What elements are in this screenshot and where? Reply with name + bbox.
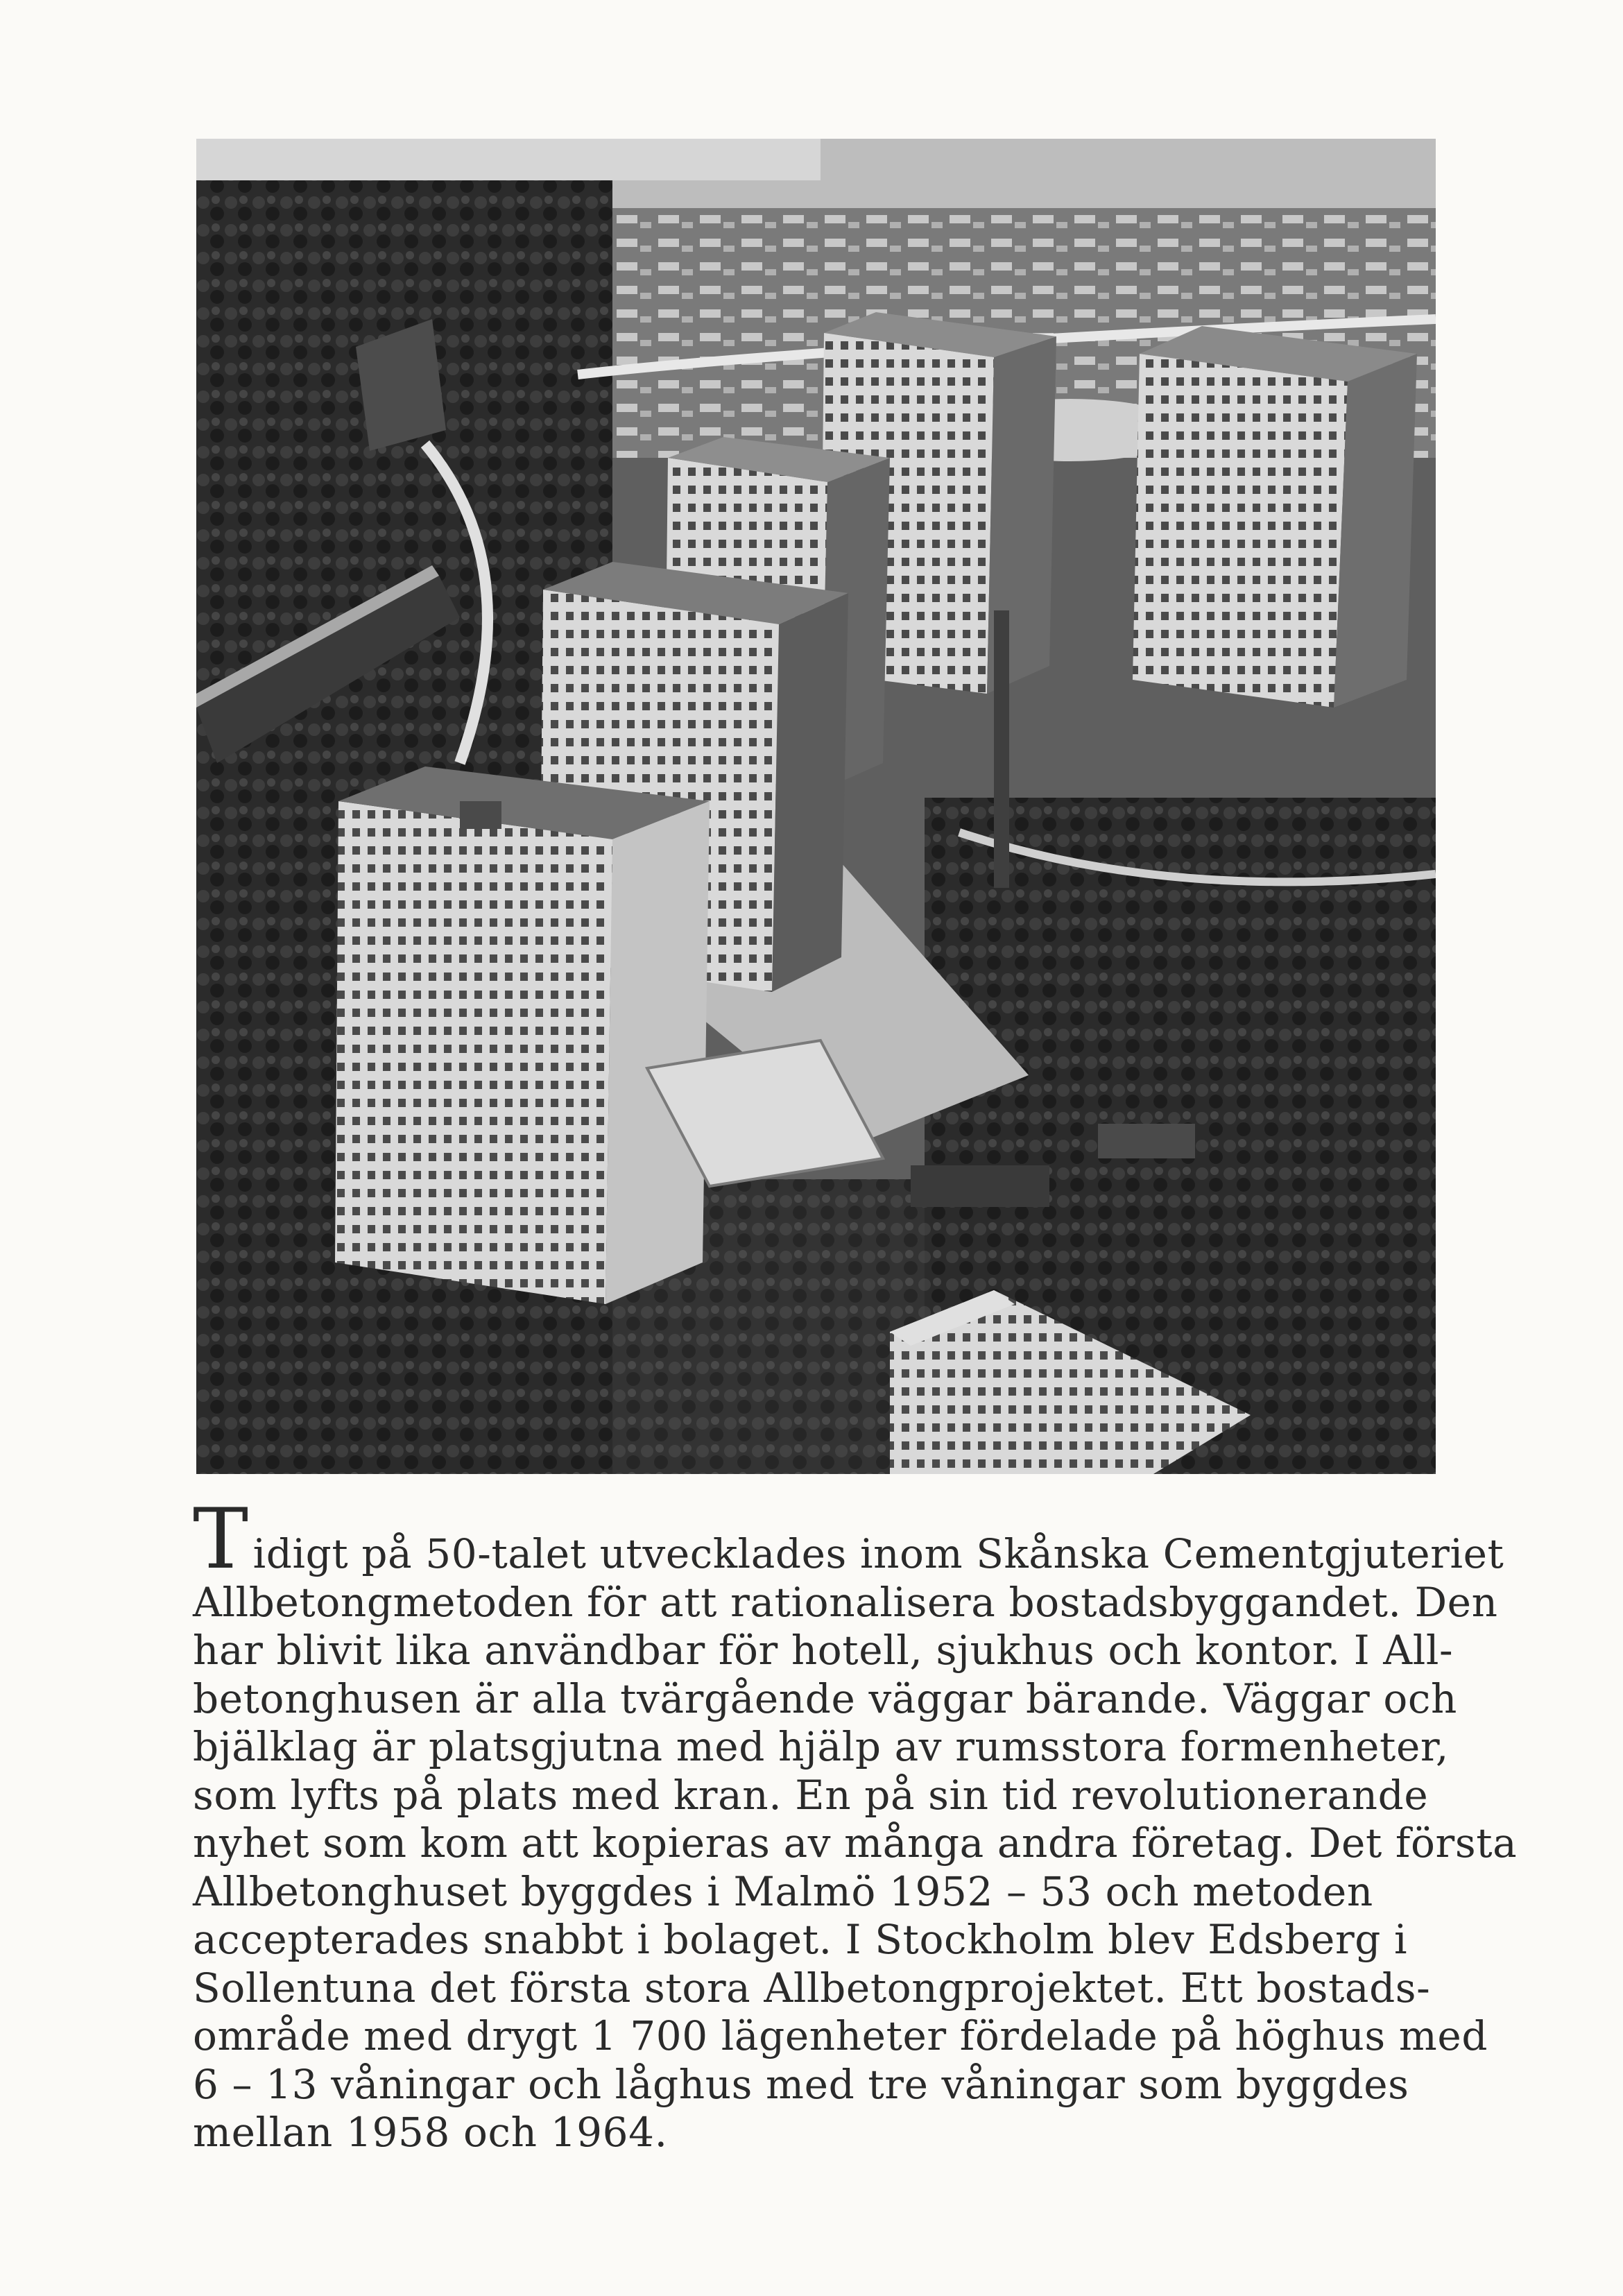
paragraph-line: Allbetongmetoden för att rationalisera bostadsbyggandet. Den [193,1578,1498,1626]
paragraph-line: bjälklag är platsgjutna med hjälp av rumsstora formenheter, [193,1723,1449,1770]
aerial-photo [196,139,1436,1474]
first-line-text: idigt på 50-talet utvecklades inom Skånska Cementgjuteriet [252,1530,1504,1577]
dropcap-letter: T [193,1491,249,1588]
aerial-photo-drawing [196,139,1436,1474]
paragraph-line: mellan 1958 och 1964. [193,2109,668,2156]
paragraph-line: 6 – 13 våningar och låghus med tre våningar som byggdes [193,2060,1409,2108]
paragraph-line: har blivit lika användbar för hotell, sjukhus och kontor. I All- [193,1627,1454,1674]
caption-paragraph [193,1491,1518,2157]
paragraph-line: som lyfts på plats med kran. En på sin tid revolutionerande [193,1771,1429,1819]
paragraph-line: Allbetonghuset byggdes i Malmö 1952 – 53 och metoden [193,1867,1373,1915]
paragraph-line: område med drygt 1 700 lägenheter fördelade på höghus med [193,2012,1488,2059]
paragraph-line: accepterades snabbt i bolaget. I Stockholm blev Edsberg i [193,1916,1408,1963]
paragraph-line: betonghusen är alla tvärgående väggar bärande. Väggar och [193,1674,1457,1722]
paragraph-line: nyhet som kom att kopieras av många andra företag. Det första [193,1819,1518,1867]
paragraph-line: Sollentuna det första stora Allbetongprojektet. Ett bostads- [193,1964,1431,2012]
paragraph-first-line [193,1491,1504,1588]
